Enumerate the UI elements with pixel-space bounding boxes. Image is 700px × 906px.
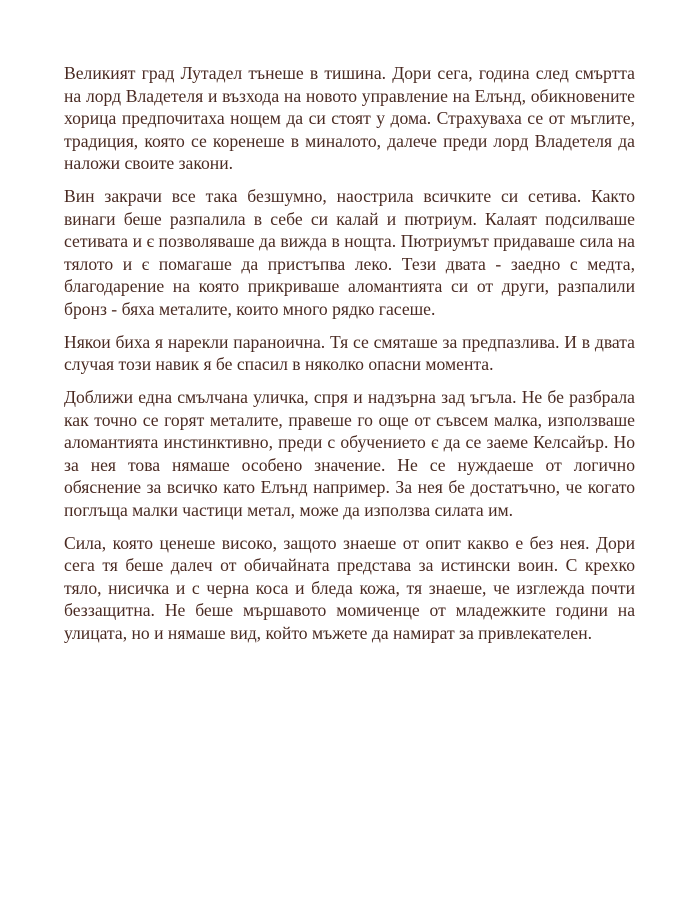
paragraph-3: Някои биха я нарекли параноична. Тя се смяташе за предпазлива. И в двата случая този навик я бе спасил в няколко опасни момента. xyxy=(64,331,635,374)
paragraph-2: Вин закрачи все така безшумно, наострила всичките си сетива. Както винаги беше разпалила в себе си калай и пютриум. Калаят подсилваше сетивата и є позволяваше да вижда в нощта. Пютриумът придаваше сила на тялото и є помагаше да пристъпва леко. Тези двата - заедно с медта, благодарение на която прикриваше аломантията си от други, разпалили бронз - бяха металите, които много рядко гасеше. xyxy=(64,186,635,319)
paragraph-4: Доближи една смълчана уличка, спря и надзърна зад ъгъла. Не бе разбрала как точно се горят металите, правеше го още от съвсем малка, използваше аломантията инстинктивно, преди с обучението є да се заеме Келсайър. Но за нея това нямаше особено значение. Не се нуждаеше от логично обяснение за всичко като Елънд например. За нея бе достатъчно, че когато поглъща малки частици метал, може да използва силата им. xyxy=(64,387,635,520)
paragraph-5: Сила, която ценеше високо, защото знаеше от опит какво е без нея. Дори сега тя беше далеч от обичайната представа за истински воин. С крехко тяло, нисичка и с черна коса и бледа кожа, тя знаеше, че изглежда почти беззащитна. Не беше мършавото момиченце от младежките години на улицата, но и нямаше вид, който мъжете да намират за привлекателен. xyxy=(64,532,635,643)
paragraph-1: Великият град Лутадел тънеше в тишина. Дори сега, година след смъртта на лорд Владетеля и възхода на новото управление на Елънд, обикновените хорица предпочитаха нощем да си стоят у дома. Страхуваха се от мъглите, традиция, която се коренеше в миналото, далече преди лорд Владетеля да наложи своите закони. xyxy=(64,63,635,173)
document-page xyxy=(64,62,635,655)
